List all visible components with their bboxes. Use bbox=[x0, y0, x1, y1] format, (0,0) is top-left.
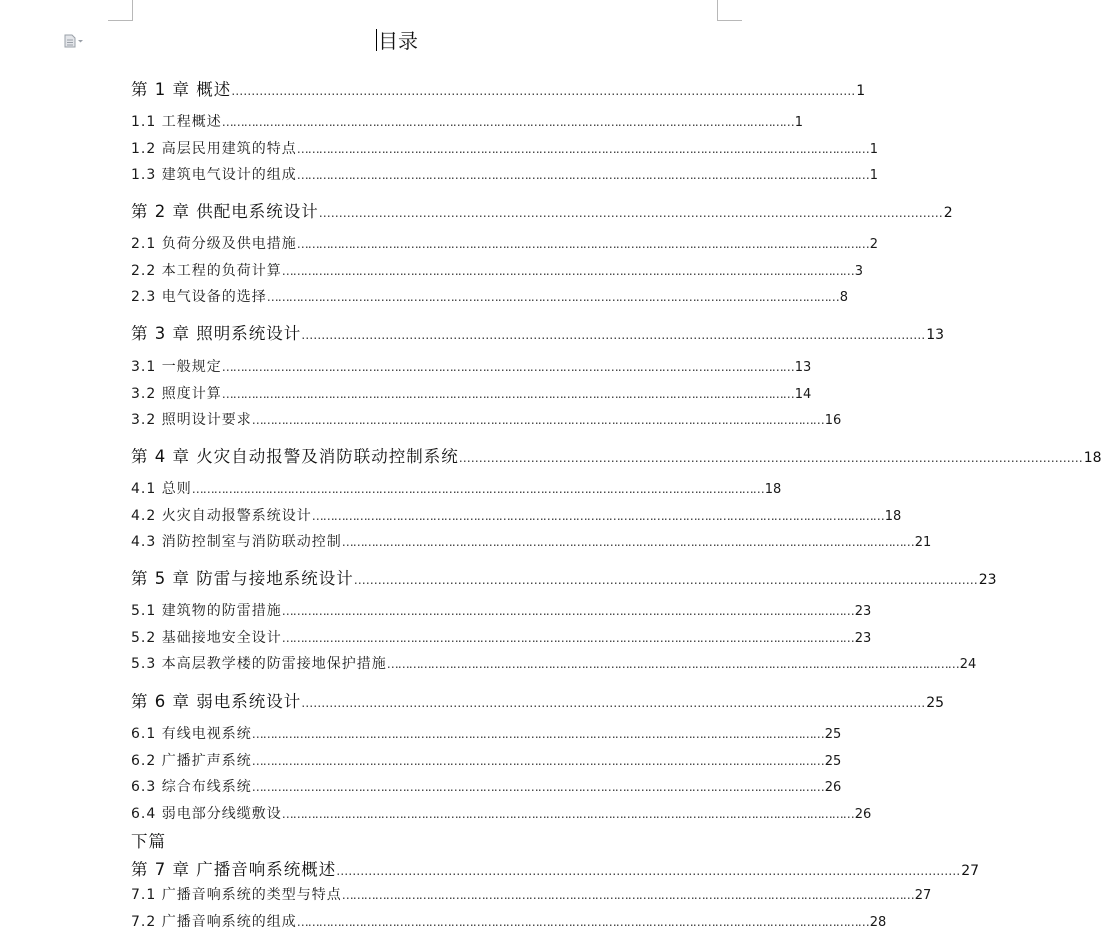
toc-entry-2-2[interactable]: 2.2 本工程的负荷计算 ………………………………………………………………………………………………………………………………………… 3 bbox=[131, 263, 863, 279]
toc-entry-chapter-6[interactable]: 第 6 章 弱电系统设计 ………………………………………………………………………………………………………………………………………… 25 bbox=[131, 692, 945, 711]
toc-entry-4-1[interactable]: 4.1 总则 ………………………………………………………………………………………………………………………………………… 18 bbox=[131, 481, 782, 497]
toc-entry-2-1[interactable]: 2.1 负荷分级及供电措施 ………………………………………………………………………………………………………………………………………… 2 bbox=[131, 236, 878, 252]
toc-title-text: 目录 bbox=[378, 29, 418, 53]
toc-entry-5-2[interactable]: 5.2 基础接地安全设计 ………………………………………………………………………………………………………………………………………… 23 bbox=[131, 630, 872, 646]
toc-entry-4-3[interactable]: 4.3 消防控制室与消防联动控制 ………………………………………………………………………………………………………………………………………… 21 bbox=[131, 534, 932, 550]
toc-entry-7-2[interactable]: 7.2 广播音响系统的组成 ………………………………………………………………………………………………………………………………………… 28 bbox=[131, 914, 887, 930]
sub-heading: 下篇 bbox=[131, 832, 166, 851]
toc-entry-1-1[interactable]: 1.1 工程概述 ………………………………………………………………………………………………………………………………………… 1 bbox=[131, 114, 803, 130]
toc-entry-7-1[interactable]: 7.1 广播音响系统的类型与特点 ………………………………………………………………………………………………………………………………………… 27 bbox=[131, 887, 932, 903]
toc-entry-4-2[interactable]: 4.2 火灾自动报警系统设计 ………………………………………………………………………………………………………………………………………… 18 bbox=[131, 508, 902, 524]
toc-entry-chapter-5[interactable]: 第 5 章 防雷与接地系统设计 ………………………………………………………………………………………………………………………………………… 23 bbox=[131, 569, 997, 588]
toc-entry-chapter-1[interactable]: 第 1 章 概述 ………………………………………………………………………………………………………………………………………… 1 bbox=[131, 80, 866, 99]
text-cursor bbox=[376, 29, 377, 51]
crop-mark-top-left bbox=[108, 0, 133, 21]
toc-entry-6-1[interactable]: 6.1 有线电视系统 ………………………………………………………………………………………………………………………………………… 25 bbox=[131, 726, 842, 742]
toc-entry-1-2[interactable]: 1.2 高层民用建筑的特点 ………………………………………………………………………………………………………………………………………… 1 bbox=[131, 141, 878, 157]
toc-entry-6-3[interactable]: 6.3 综合布线系统 ………………………………………………………………………………………………………………………………………… 26 bbox=[131, 779, 842, 795]
toc-entry-3-3[interactable]: 3.2 照明设计要求 ………………………………………………………………………………………………………………………………………… 16 bbox=[131, 412, 842, 428]
toc-entry-5-1[interactable]: 5.1 建筑物的防雷措施 ………………………………………………………………………………………………………………………………………… 23 bbox=[131, 603, 872, 619]
toc-entry-chapter-7[interactable]: 第 7 章 广播音响系统概述 ………………………………………………………………………………………………………………………………………… 27 bbox=[131, 860, 980, 879]
crop-mark-top-right bbox=[717, 0, 742, 21]
toc-entry-6-2[interactable]: 6.2 广播扩声系统 ………………………………………………………………………………………………………………………………………… 25 bbox=[131, 753, 842, 769]
toc-title bbox=[0, 28, 794, 54]
toc-entry-1-3[interactable]: 1.3 建筑电气设计的组成 ………………………………………………………………………………………………………………………………………… 1 bbox=[131, 167, 878, 183]
toc-entry-3-1[interactable]: 3.1 一般规定 ………………………………………………………………………………………………………………………………………… 13 bbox=[131, 359, 812, 375]
toc-entry-5-3[interactable]: 5.3 本高层教学楼的防雷接地保护措施 ………………………………………………………………………………………………………………………………………… 24 bbox=[131, 656, 977, 672]
toc-entry-chapter-2[interactable]: 第 2 章 供配电系统设计 ………………………………………………………………………………………………………………………………………… 2 bbox=[131, 202, 953, 221]
toc-entry-chapter-4[interactable]: 第 4 章 火灾自动报警及消防联动控制系统 ………………………………………………………………………………………………………………………………………… 18 bbox=[131, 447, 1102, 466]
toc-entry-2-3[interactable]: 2.3 电气设备的选择 ………………………………………………………………………………………………………………………………………… 8 bbox=[131, 289, 848, 305]
toc-entry-6-4[interactable]: 6.4 弱电部分线缆敷设 ………………………………………………………………………………………………………………………………………… 26 bbox=[131, 806, 872, 822]
toc-entry-3-2[interactable]: 3.2 照度计算 ………………………………………………………………………………………………………………………………………… 14 bbox=[131, 386, 812, 402]
toc-entry-chapter-3[interactable]: 第 3 章 照明系统设计 ………………………………………………………………………………………………………………………………………… 13 bbox=[131, 324, 945, 343]
